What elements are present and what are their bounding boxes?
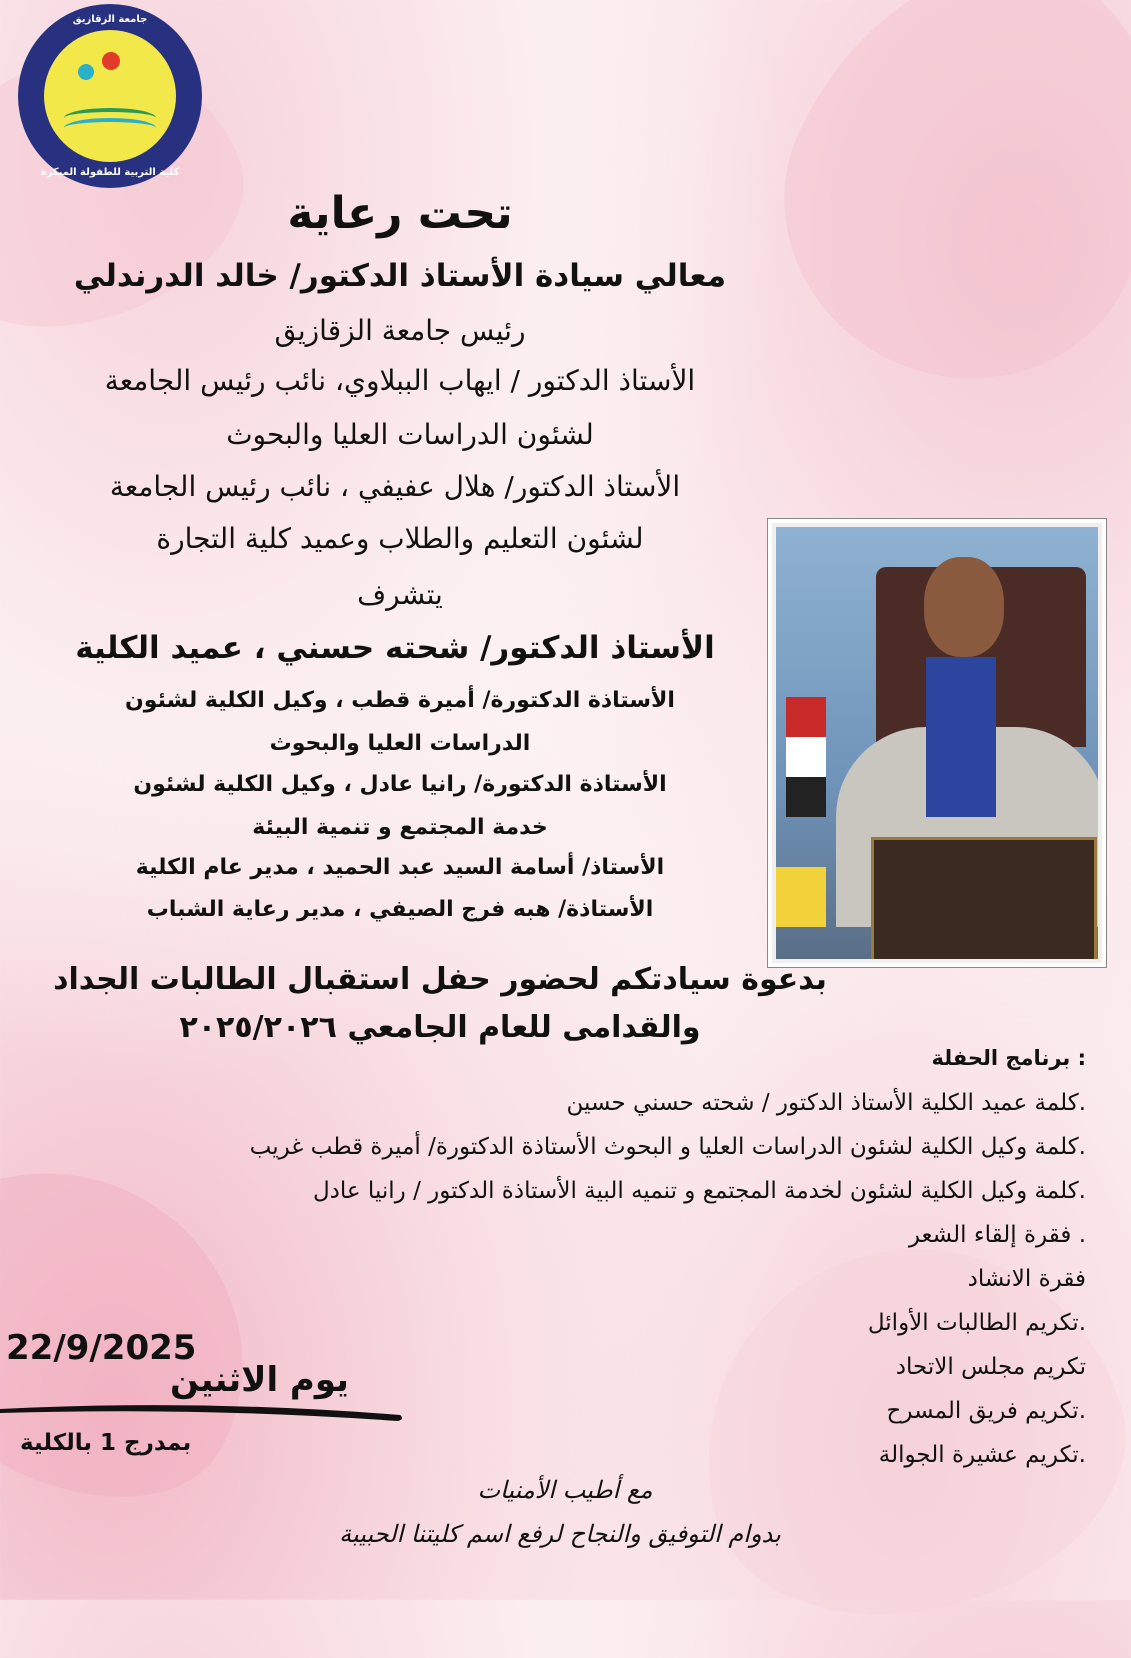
staff-line: الأستاذة/ هبه فرج الصيفي ، مدير رعاية الشباب (146, 897, 654, 922)
program-item: تكريم مجلس الاتحاد (895, 1354, 1086, 1380)
honored-label: يتشرف (357, 578, 443, 611)
staff-line: الأستاذة الدكتورة/ رانيا عادل ، وكيل الكلية لشئون (133, 772, 667, 797)
closing-wish: بدوام التوفيق والنجاح لرفع اسم كليتنا الحبيبة (339, 1520, 781, 1548)
patron-president: معالي سيادة الأستاذ الدكتور/ خالد الدرندلي (73, 258, 727, 294)
patron-vp2-title: لشئون التعليم والطلاب وعميد كلية التجارة (156, 522, 644, 555)
staff-line: الدراسات العليا والبحوث (269, 731, 531, 756)
closing-greeting: مع أطيب الأمنيات (477, 1476, 653, 1504)
program-heading: : برنامج الحفلة (931, 1046, 1086, 1070)
program-item: فقرة الانشاد (967, 1266, 1086, 1292)
program-item: .تكريم عشيرة الجوالة (878, 1442, 1086, 1468)
program-item: .كلمة وكيل الكلية لشئون الدراسات العليا و البحوث الأستاذة الدكتورة/ أميرة قطب غريب (249, 1134, 1086, 1160)
program-item: .تكريم الطالبات الأوائل (867, 1310, 1086, 1336)
staff-line: خدمة المجتمع و تنمية البيئة (252, 815, 548, 840)
logo-top-text: جامعة الزقازيق (72, 14, 148, 25)
program-item: .كلمة عميد الكلية الأستاذ الدكتور / شحته حسني حسين (566, 1090, 1086, 1116)
dean-line: الأستاذ الدكتور/ شحته حسني ، عميد الكلية (75, 630, 715, 666)
university-logo (18, 4, 202, 188)
patron-vp2: الأستاذ الدكتور/ هلال عفيفي ، نائب رئيس الجامعة (109, 470, 681, 503)
patron-vp1-title: لشئون الدراسات العليا والبحوث (226, 418, 594, 451)
patron-vp1: الأستاذ الدكتور / ايهاب الببلاوي، نائب رئيس الجامعة (104, 364, 696, 397)
dean-photo (767, 518, 1107, 968)
staff-line: الأستاذة الدكتورة/ أميرة قطب ، وكيل الكلية لشئون (125, 688, 675, 713)
staff-line: الأستاذ/ أسامة السيد عبد الحميد ، مدير عام الكلية (135, 855, 665, 880)
logo-bottom-text: كلية التربية للطفولة المبكرة (40, 167, 180, 178)
invitation-line: والقدامى للعام الجامعي ٢٠٢٥/٢٠٢٦ (179, 1010, 701, 1045)
decorative-swash (0, 1395, 410, 1435)
program-item: .كلمة وكيل الكلية لشئون لخدمة المجتمع و تنميه البية الأستاذة الدكتور / رانيا عادل (312, 1178, 1086, 1204)
logo-emblem (44, 30, 176, 162)
patronage-title: تحت رعاية (287, 188, 513, 239)
event-day: يوم الاثنين (170, 1360, 349, 1400)
event-date: 22/9/2025 (6, 1328, 197, 1368)
program-item: .تكريم فريق المسرح (886, 1398, 1086, 1424)
event-venue: بمدرج 1 بالكلية (20, 1430, 192, 1456)
invitation-line: بدعوة سيادتكم لحضور حفل استقبال الطالبات الجداد (53, 962, 827, 997)
patron-president-title: رئيس جامعة الزقازيق (274, 314, 526, 347)
program-item: . فقرة إلقاء الشعر (908, 1222, 1086, 1248)
